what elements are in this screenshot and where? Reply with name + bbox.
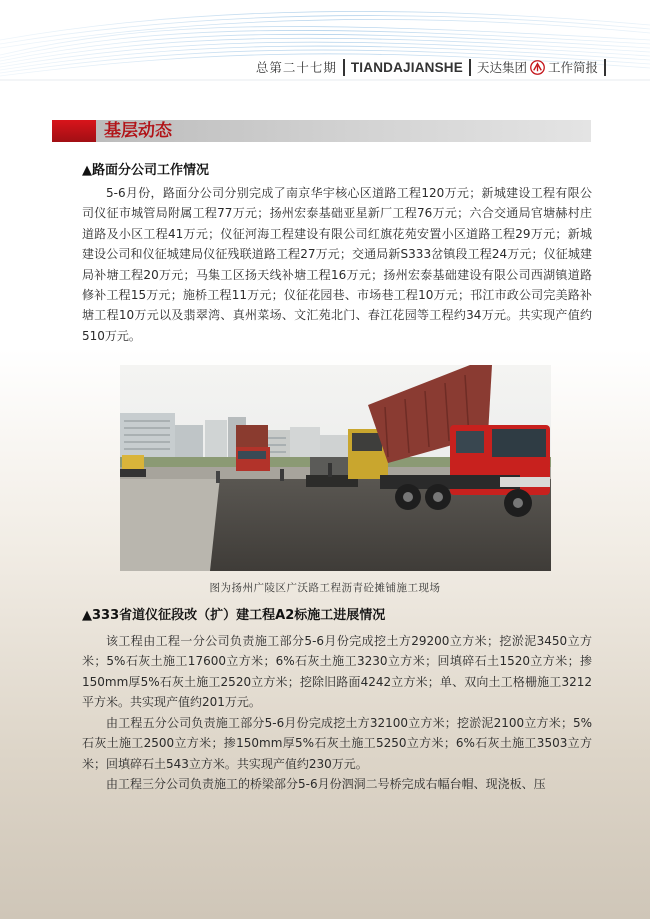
article-paragraph: 5-6月份，路面分公司分别完成了南京华宇核心区道路工程120万元；新城建设工程有限公司仪征市城管局附属工程77万元；扬州宏泰基础亚星新厂工程76万元；六合交通局官塘赫村庄道路及小区工程41万元；仪征河海工程建设有限公司红旗花苑安置小区道路工程29万元；新城建设公司和仪征城建局仪征残联道路工程27万元；交通局新S333岔镇段工程24万元；仪征城建局补塘工程20万元；马集工区扬天线补塘工程16万元；扬州宏泰基础建设有限公司西湖镇道路修补工程15万元；施桥工程11万元；仪征花园巷、市场巷工程10万元；邗江市政公司完美路补塘工程10万元以及翡翠湾、真州菜场、文汇苑北门、春江花园等工程约34万元。共实现产值约510万元。 [82,186,592,343]
issue-number: 总第二十七期 [255,60,337,75]
article-heading: ▲333省道仪征段改（扩）建工程A2标施工进展情况 [82,608,386,623]
header-divider [469,59,471,76]
section-title-bar [52,120,591,142]
page-header [256,57,612,77]
section-accent-block [52,120,96,142]
article-heading: ▲路面分公司工作情况 [82,163,209,178]
brand-name: TIANDAJIANSHE [350,59,463,75]
construction-photo [120,365,551,571]
publication-name: 工作简报 [547,60,598,75]
article-paragraph: 由工程五分公司负责施工部分5-6月份完成挖土方32100立方米；挖淤泥2100立方米；5%石灰土施工2500立方米；掺150mm厚5%石灰土施工5250立方米；6%石灰土施工3503立方米；回填碎石土543立方米。共实现产值约230万元。 [82,716,592,771]
photo-caption: 图为扬州广陵区广沃路工程沥青砼摊铺施工现场 [209,582,441,594]
header-wave-decoration [0,0,650,110]
company-name: 天达集团 [476,60,527,75]
company-logo-icon [530,60,545,75]
section-title: 基层动态 [104,121,172,141]
article-paragraph: 该工程由工程一分公司负责施工部分5-6月份完成挖土方29200立方米；挖淤泥3450立方米；5%石灰土施工17600立方米；6%石灰土施工3230立方米；回填碎石土1520立方米；掺150mm厚5%石灰土施工2520立方米；挖除旧路面4242立方米；单、双向土工格栅施工3212平方米。共实现产值约201万元。 [82,634,592,710]
article-paragraph: 由工程三分公司负责施工的桥梁部分5-6月份泗洞二号桥完成右幅台帽、现浇板、压 [106,777,546,791]
header-divider [343,59,345,76]
header-divider [604,59,606,76]
